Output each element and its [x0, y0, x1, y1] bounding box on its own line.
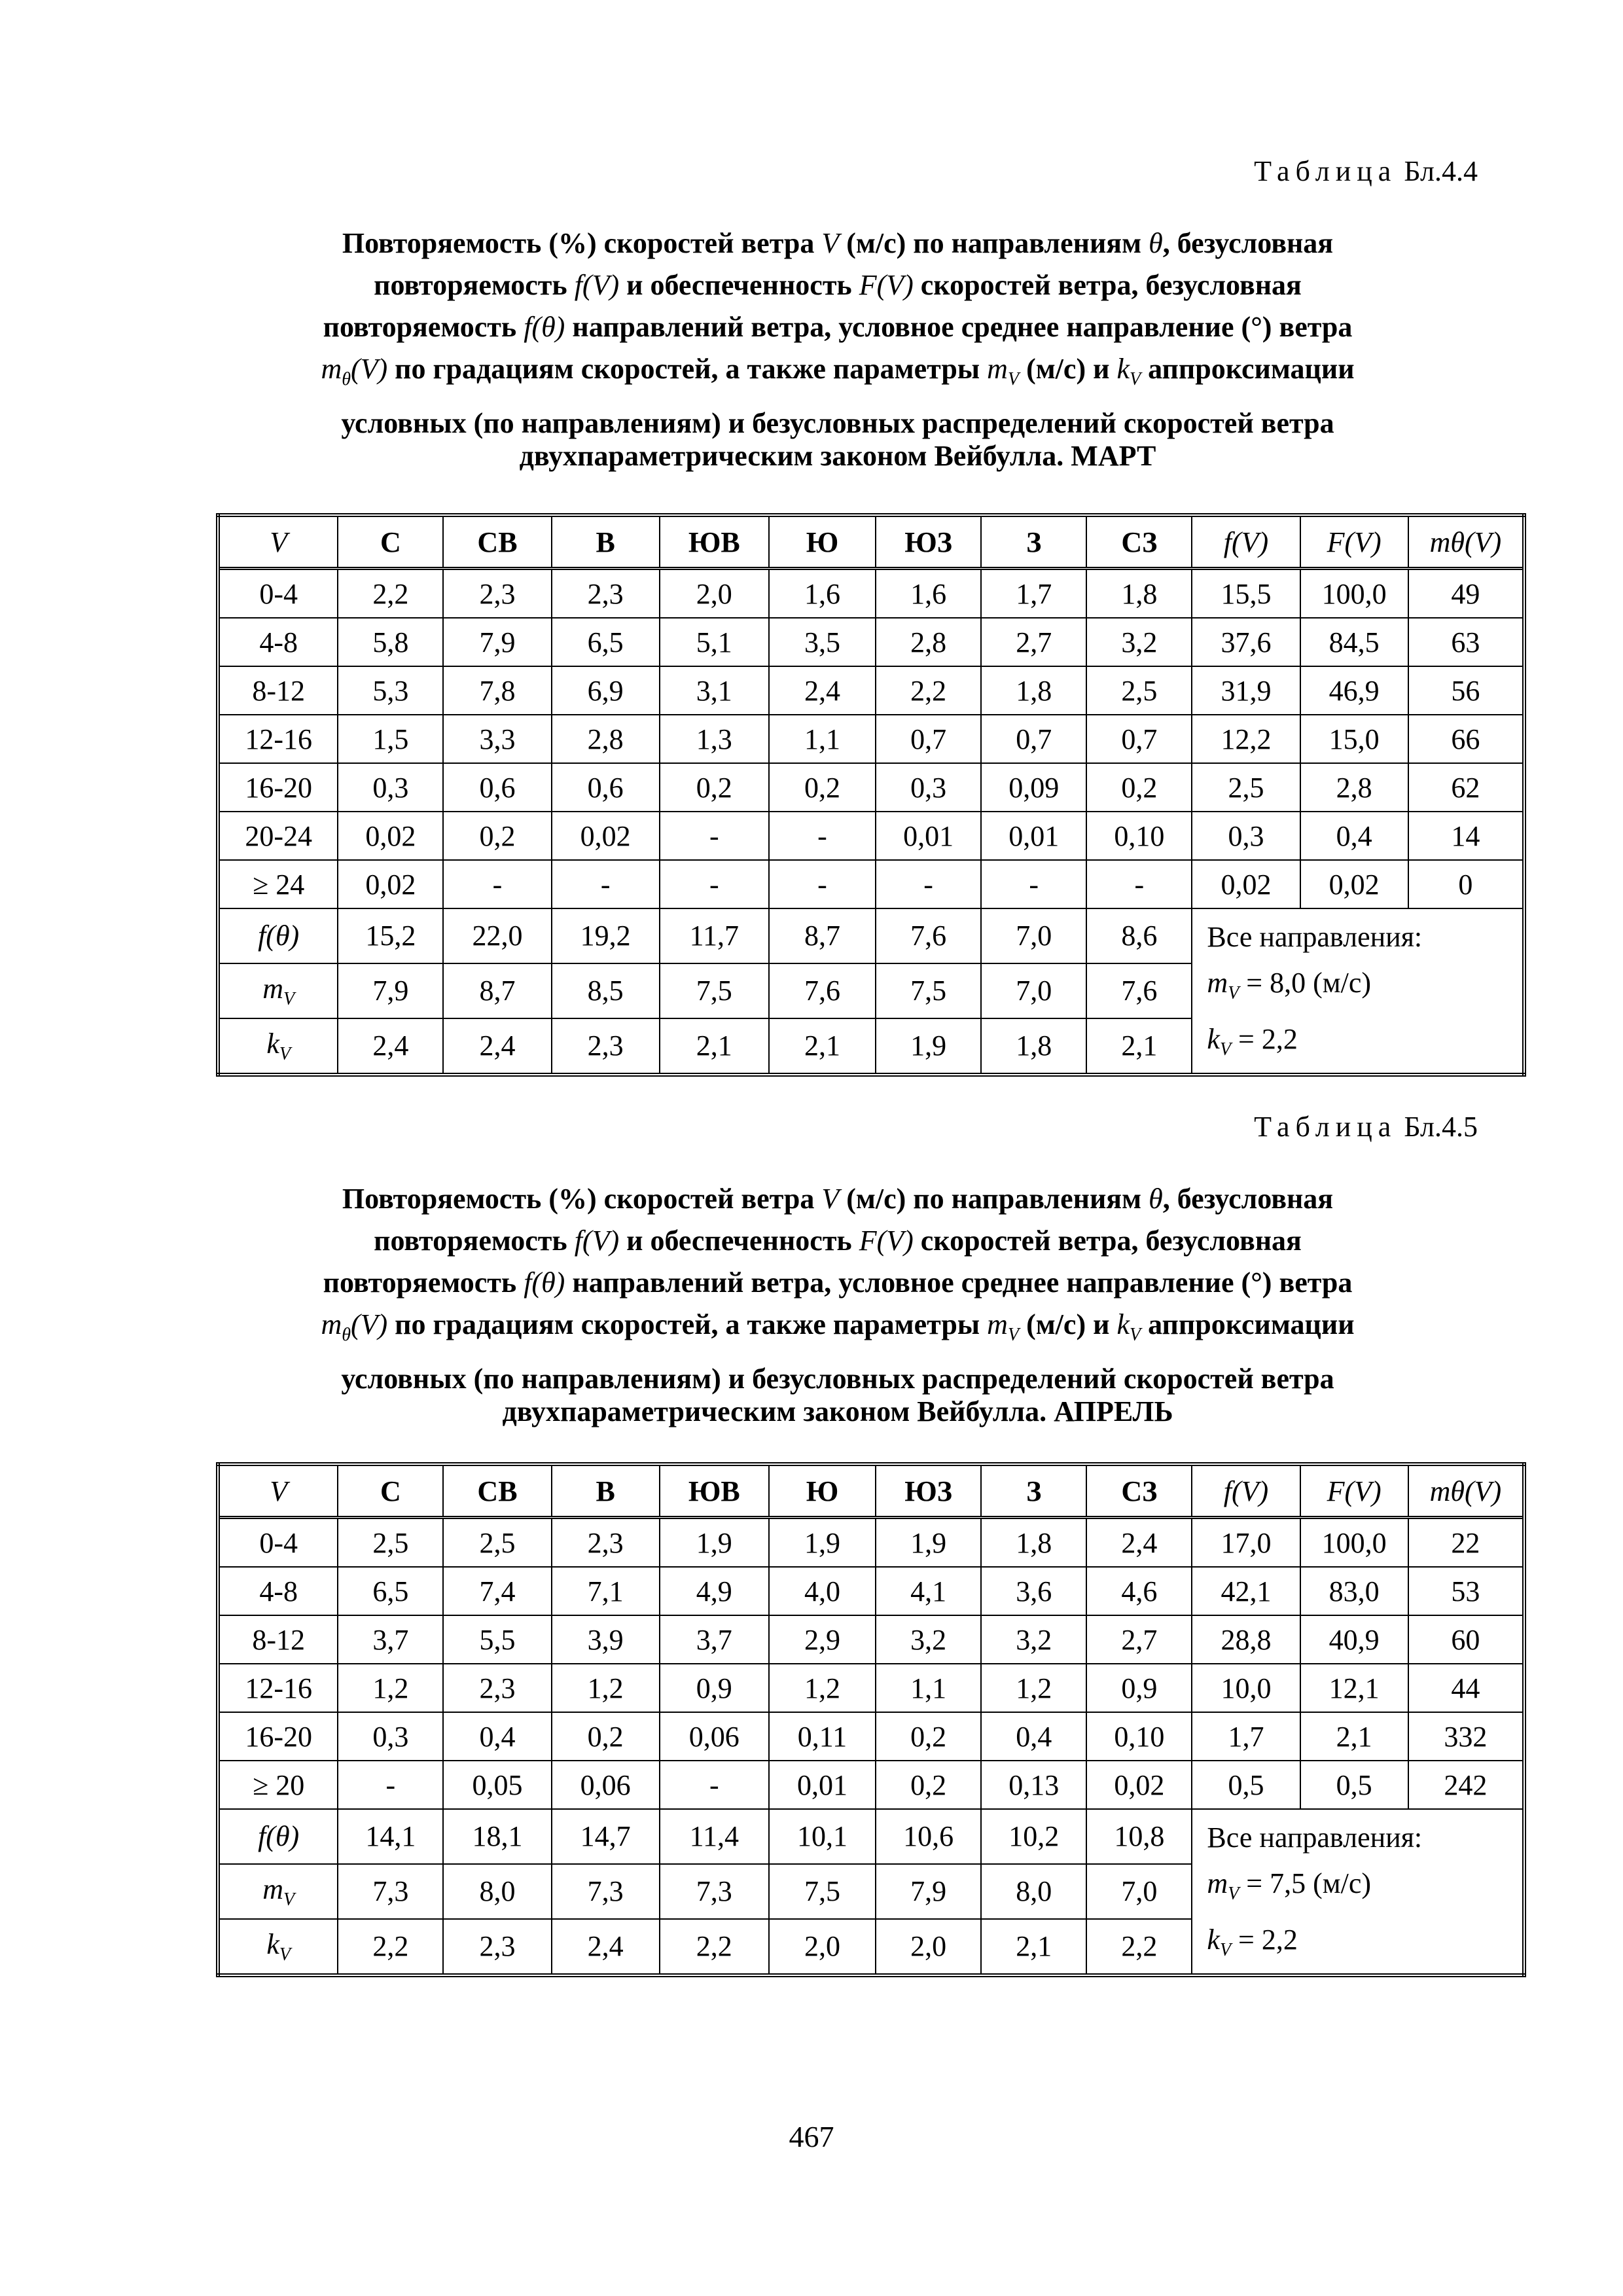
table-cell: 0,06 — [552, 1761, 660, 1809]
table-cell: 7,4 — [443, 1567, 551, 1615]
table-cell: 0,2 — [660, 763, 769, 812]
table-cell: 0,01 — [876, 812, 981, 860]
table-cell: 66 — [1408, 715, 1524, 763]
table-caption — [216, 223, 1459, 473]
footer-row — [218, 908, 1524, 963]
table-cell: 7,1 — [552, 1567, 660, 1615]
summary-mv: $m_V = 7,5$ (м/с) — [1207, 1867, 1372, 1904]
row-label: 12-16 — [218, 1664, 338, 1712]
table-label-prefix: Таблица — [1254, 155, 1397, 187]
table-cell: 53 — [1408, 1567, 1524, 1615]
table-cell: 1,9 — [876, 1518, 981, 1568]
table-cell: 2,4 — [338, 1018, 443, 1075]
table-cell: 2,1 — [769, 1018, 876, 1075]
table-cell: 22 — [1408, 1518, 1524, 1568]
table-cell: 28,8 — [1192, 1615, 1300, 1664]
table-cell: 0,2 — [769, 763, 876, 812]
table-cell: 84,5 — [1300, 618, 1408, 666]
row-label: 8-12 — [218, 1615, 338, 1664]
table-row — [218, 860, 1524, 908]
table-row — [218, 1615, 1524, 1664]
header-cell: F(V) — [1300, 515, 1408, 569]
table-cell: 8,7 — [443, 963, 551, 1018]
table-cell: 1,9 — [769, 1518, 876, 1568]
header-cell: СВ — [443, 515, 551, 569]
table-cell: 3,3 — [443, 715, 551, 763]
table-cell: 7,5 — [876, 963, 981, 1018]
table-cell: 15,5 — [1192, 569, 1300, 619]
table-cell: 0,6 — [552, 763, 660, 812]
header-cell: ЮЗ — [876, 1464, 981, 1518]
table-cell: 1,2 — [338, 1664, 443, 1712]
table-cell: 10,8 — [1086, 1809, 1192, 1864]
table-cell: 14,7 — [552, 1809, 660, 1864]
table-cell: 1,6 — [876, 569, 981, 619]
header-cell: Ю — [769, 1464, 876, 1518]
table-cell: - — [876, 860, 981, 908]
table-cell: 1,9 — [876, 1018, 981, 1075]
header-cell: Ю — [769, 515, 876, 569]
table-cell: 2,3 — [443, 1919, 551, 1975]
table-cell: 1,2 — [552, 1664, 660, 1712]
table-cell: 7,9 — [338, 963, 443, 1018]
caption-line: $m_\theta(V)$ по градациям скоростей, а также параметры $m_V$ (м/с) и $k_V$ аппроксимации — [321, 353, 1355, 389]
table-cell: 0,2 — [876, 1761, 981, 1809]
table-cell: 1,8 — [981, 1018, 1086, 1075]
row-label: ≥ 24 — [218, 860, 338, 908]
table-cell: 0,3 — [1192, 812, 1300, 860]
row-label: 12-16 — [218, 715, 338, 763]
table-cell: 19,2 — [552, 908, 660, 963]
table-cell: 0,4 — [1300, 812, 1408, 860]
header-cell: V — [218, 1464, 338, 1518]
table-cell: 8,0 — [981, 1864, 1086, 1919]
table-cell: 3,1 — [660, 666, 769, 715]
table-cell: 2,1 — [981, 1919, 1086, 1975]
table-cell: 83,0 — [1300, 1567, 1408, 1615]
header-cell: З — [981, 515, 1086, 569]
table-label-id: Бл.4.5 — [1404, 1111, 1478, 1143]
row-label: 0-4 — [218, 569, 338, 619]
table-cell: 10,2 — [981, 1809, 1086, 1864]
table-cell: 100,0 — [1300, 569, 1408, 619]
table-cell: 42,1 — [1192, 1567, 1300, 1615]
table-row — [218, 666, 1524, 715]
table-cell: 5,8 — [338, 618, 443, 666]
table-cell: 2,3 — [552, 1018, 660, 1075]
table-cell: 3,7 — [660, 1615, 769, 1664]
data-table — [216, 513, 1526, 1077]
table-cell: 2,5 — [338, 1518, 443, 1568]
table-cell: 3,2 — [876, 1615, 981, 1664]
table-cell: 2,4 — [769, 666, 876, 715]
table-cell: 11,7 — [660, 908, 769, 963]
table-row — [218, 1664, 1524, 1712]
summary-mv: $m_V = 8,0$ (м/с) — [1207, 967, 1372, 1003]
page-number: 467 — [789, 2120, 834, 2153]
table-cell: - — [552, 860, 660, 908]
header-cell: СЗ — [1086, 1464, 1192, 1518]
table-cell: 10,0 — [1192, 1664, 1300, 1712]
header-cell: mθ(V) — [1408, 1464, 1524, 1518]
row-label: 8-12 — [218, 666, 338, 715]
table-cell: 2,0 — [769, 1919, 876, 1975]
table-cell: - — [769, 812, 876, 860]
caption-line: повторяемость f(V) и обеспеченность F(V) скоростей ветра, безусловная — [374, 269, 1302, 301]
table-row — [218, 618, 1524, 666]
table-cell: 0,2 — [552, 1712, 660, 1761]
table-row — [218, 1761, 1524, 1809]
header-cell: mθ(V) — [1408, 515, 1524, 569]
table-cell: - — [769, 860, 876, 908]
table-cell: 1,6 — [769, 569, 876, 619]
table-cell: 0,02 — [1300, 860, 1408, 908]
summary-kv: $k_V = 2,2$ — [1207, 1022, 1298, 1060]
table-cell: 12,2 — [1192, 715, 1300, 763]
table-cell: 7,6 — [876, 908, 981, 963]
table-cell: 15,2 — [338, 908, 443, 963]
table-row — [218, 812, 1524, 860]
table-cell: 332 — [1408, 1712, 1524, 1761]
table-cell: 0,7 — [981, 715, 1086, 763]
table-cell: 2,7 — [1086, 1615, 1192, 1664]
summary-cell — [1192, 1809, 1524, 1975]
table-cell: 63 — [1408, 618, 1524, 666]
caption-line: Повторяемость (%) скоростей ветра V (м/с) по направлениям θ, безусловная — [342, 1183, 1334, 1215]
table-cell: 62 — [1408, 763, 1524, 812]
table-cell: 1,2 — [769, 1664, 876, 1712]
table-cell: 56 — [1408, 666, 1524, 715]
header-cell: F(V) — [1300, 1464, 1408, 1518]
table-cell: 7,6 — [769, 963, 876, 1018]
table-cell: 0 — [1408, 860, 1524, 908]
header-cell: f(V) — [1192, 1464, 1300, 1518]
table-row — [218, 1567, 1524, 1615]
table-label-id: Бл.4.4 — [1404, 155, 1478, 187]
caption-line: повторяемость f(θ) направлений ветра, условное среднее направление (°) ветра — [323, 1266, 1353, 1299]
table-cell: 0,02 — [552, 812, 660, 860]
table-cell: 6,5 — [338, 1567, 443, 1615]
table-cell: 0,3 — [876, 763, 981, 812]
table-cell: 7,8 — [443, 666, 551, 715]
table-cell: 242 — [1408, 1761, 1524, 1809]
header-row — [218, 515, 1524, 569]
table-cell: 0,4 — [443, 1712, 551, 1761]
row-label: 4-8 — [218, 1567, 338, 1615]
summary-kv: $k_V = 2,2$ — [1207, 1923, 1298, 1960]
table-label — [1254, 154, 1478, 188]
table-cell: 15,0 — [1300, 715, 1408, 763]
table-cell: 2,2 — [1086, 1919, 1192, 1975]
table-cell: 7,5 — [660, 963, 769, 1018]
header-cell: ЮЗ — [876, 515, 981, 569]
table-cell: 0,01 — [981, 812, 1086, 860]
caption-line: двухпараметрическим законом Вейбулла. МАРТ — [519, 439, 1156, 472]
table-cell: - — [660, 1761, 769, 1809]
header-row — [218, 1464, 1524, 1518]
table-cell: 0,6 — [443, 763, 551, 812]
header-cell: С — [338, 1464, 443, 1518]
caption-line: $m_\theta(V)$ по градациям скоростей, а также параметры $m_V$ (м/с) и $k_V$ аппроксимации — [321, 1308, 1355, 1345]
table-cell: 7,0 — [981, 908, 1086, 963]
table-cell: 0,11 — [769, 1712, 876, 1761]
table-cell: 10,1 — [769, 1809, 876, 1864]
summary-title: Все направления: — [1207, 921, 1423, 953]
table-cell: 5,3 — [338, 666, 443, 715]
table-cell: 7,0 — [1086, 1864, 1192, 1919]
table-cell: 40,9 — [1300, 1615, 1408, 1664]
table-cell: 1,7 — [981, 569, 1086, 619]
table-cell: - — [981, 860, 1086, 908]
table-cell: 44 — [1408, 1664, 1524, 1712]
table-cell: 4,1 — [876, 1567, 981, 1615]
table-cell: 2,4 — [1086, 1518, 1192, 1568]
table-cell: 8,7 — [769, 908, 876, 963]
table-cell: 6,5 — [552, 618, 660, 666]
row-label: 16-20 — [218, 763, 338, 812]
table-cell: 3,6 — [981, 1567, 1086, 1615]
table-cell: 0,02 — [1192, 860, 1300, 908]
table-cell: 0,2 — [1086, 763, 1192, 812]
footer-row — [218, 1809, 1524, 1864]
table-cell: 1,8 — [981, 1518, 1086, 1568]
caption-line: условных (по направлениям) и безусловных распределений скоростей ветра — [341, 1362, 1334, 1395]
row-label: ≥ 20 — [218, 1761, 338, 1809]
caption-line: повторяемость f(V) и обеспеченность F(V) скоростей ветра, безусловная — [374, 1225, 1302, 1257]
table-cell: 0,02 — [338, 860, 443, 908]
table-cell: 7,6 — [1086, 963, 1192, 1018]
table-cell: 6,9 — [552, 666, 660, 715]
caption-line: условных (по направлениям) и безусловных распределений скоростей ветра — [341, 406, 1334, 439]
row-label: f(θ) — [218, 1809, 338, 1864]
row-label: $m_V$ — [218, 1864, 338, 1919]
table-cell: 7,3 — [552, 1864, 660, 1919]
table-cell: 1,9 — [660, 1518, 769, 1568]
table-cell: 2,2 — [660, 1919, 769, 1975]
table-cell: 1,7 — [1192, 1712, 1300, 1761]
caption-line: Повторяемость (%) скоростей ветра V (м/с) по направлениям θ, безусловная — [342, 227, 1334, 259]
table-cell: 2,3 — [443, 569, 551, 619]
table-cell: 3,7 — [338, 1615, 443, 1664]
table-cell: 0,9 — [660, 1664, 769, 1712]
table-cell: 100,0 — [1300, 1518, 1408, 1568]
table-cell: 1,8 — [1086, 569, 1192, 619]
table-cell: 5,5 — [443, 1615, 551, 1664]
data-table — [216, 1462, 1526, 1977]
table-row — [218, 569, 1524, 619]
table-cell: 0,05 — [443, 1761, 551, 1809]
header-cell: СЗ — [1086, 515, 1192, 569]
table-cell: 3,2 — [981, 1615, 1086, 1664]
table-cell: 0,9 — [1086, 1664, 1192, 1712]
row-label: $m_V$ — [218, 963, 338, 1018]
table-cell: 60 — [1408, 1615, 1524, 1664]
table-cell: - — [443, 860, 551, 908]
table-cell: 1,8 — [981, 666, 1086, 715]
table-cell: 7,3 — [660, 1864, 769, 1919]
table-cell: 4,9 — [660, 1567, 769, 1615]
table-row — [218, 763, 1524, 812]
table-cell: 2,3 — [552, 1518, 660, 1568]
table-cell: 49 — [1408, 569, 1524, 619]
header-cell: V — [218, 515, 338, 569]
table-cell: 2,1 — [1086, 1018, 1192, 1075]
table-cell: - — [338, 1761, 443, 1809]
header-cell: f(V) — [1192, 515, 1300, 569]
table-cell: 5,1 — [660, 618, 769, 666]
table-cell: 11,4 — [660, 1809, 769, 1864]
table-cell: 2,2 — [338, 569, 443, 619]
table-cell: 7,9 — [876, 1864, 981, 1919]
table-cell: 14 — [1408, 812, 1524, 860]
table-cell: 14,1 — [338, 1809, 443, 1864]
table-cell: 2,1 — [660, 1018, 769, 1075]
table-cell: - — [660, 812, 769, 860]
table-cell: 7,3 — [338, 1864, 443, 1919]
row-label: $k_V$ — [218, 1018, 338, 1075]
table-cell: 1,5 — [338, 715, 443, 763]
table-cell: 22,0 — [443, 908, 551, 963]
table-cell: 2,4 — [443, 1018, 551, 1075]
table-cell: 0,01 — [769, 1761, 876, 1809]
table-cell: 0,2 — [443, 812, 551, 860]
table-cell: 10,6 — [876, 1809, 981, 1864]
row-label: f(θ) — [218, 908, 338, 963]
table-label — [1254, 1110, 1478, 1143]
table-cell: 0,09 — [981, 763, 1086, 812]
table-cell: 2,4 — [552, 1919, 660, 1975]
table-row — [218, 1518, 1524, 1568]
table-cell: 0,13 — [981, 1761, 1086, 1809]
table-label-prefix: Таблица — [1254, 1111, 1397, 1143]
table-cell: 0,10 — [1086, 812, 1192, 860]
table-cell: 1,1 — [876, 1664, 981, 1712]
table-cell: 2,3 — [552, 569, 660, 619]
table-cell: 0,5 — [1192, 1761, 1300, 1809]
table-cell: 17,0 — [1192, 1518, 1300, 1568]
header-cell: СВ — [443, 1464, 551, 1518]
table-cell: - — [660, 860, 769, 908]
table-cell: - — [1086, 860, 1192, 908]
row-label: 20-24 — [218, 812, 338, 860]
table-cell: 7,9 — [443, 618, 551, 666]
table-cell: 2,1 — [1300, 1712, 1408, 1761]
table-cell: 0,2 — [876, 1712, 981, 1761]
table-cell: 2,5 — [443, 1518, 551, 1568]
table-row — [218, 1712, 1524, 1761]
table-cell: 2,5 — [1192, 763, 1300, 812]
table-cell: 0,02 — [1086, 1761, 1192, 1809]
table-cell: 3,2 — [1086, 618, 1192, 666]
table-cell: 1,1 — [769, 715, 876, 763]
row-label: 4-8 — [218, 618, 338, 666]
table-cell: 8,0 — [443, 1864, 551, 1919]
table-cell: 8,6 — [1086, 908, 1192, 963]
header-cell: З — [981, 1464, 1086, 1518]
header-cell: В — [552, 1464, 660, 1518]
table-cell: 7,5 — [769, 1864, 876, 1919]
row-label: $k_V$ — [218, 1919, 338, 1975]
table-cell: 12,1 — [1300, 1664, 1408, 1712]
table-cell: 0,4 — [981, 1712, 1086, 1761]
table-row — [218, 715, 1524, 763]
table-cell: 3,5 — [769, 618, 876, 666]
summary-title: Все направления: — [1207, 1821, 1423, 1854]
table-cell: 2,8 — [876, 618, 981, 666]
table-cell: 37,6 — [1192, 618, 1300, 666]
header-cell: В — [552, 515, 660, 569]
table-cell: 0,3 — [338, 763, 443, 812]
table-cell: 0,7 — [876, 715, 981, 763]
table-cell: 46,9 — [1300, 666, 1408, 715]
table-cell: 0,5 — [1300, 1761, 1408, 1809]
table-cell: 0,10 — [1086, 1712, 1192, 1761]
table-cell: 4,0 — [769, 1567, 876, 1615]
table-cell: 0,06 — [660, 1712, 769, 1761]
caption-line: двухпараметрическим законом Вейбулла. АПРЕЛЬ — [502, 1395, 1173, 1427]
table-cell: 2,0 — [876, 1919, 981, 1975]
row-label: 16-20 — [218, 1712, 338, 1761]
table-cell: 7,0 — [981, 963, 1086, 1018]
table-cell: 1,2 — [981, 1664, 1086, 1712]
table-cell: 3,9 — [552, 1615, 660, 1664]
table-cell: 2,9 — [769, 1615, 876, 1664]
table-cell: 2,7 — [981, 618, 1086, 666]
table-cell: 2,3 — [443, 1664, 551, 1712]
table-cell: 4,6 — [1086, 1567, 1192, 1615]
table-cell: 0,02 — [338, 812, 443, 860]
row-label: 0-4 — [218, 1518, 338, 1568]
table-caption — [216, 1178, 1459, 1428]
table-cell: 2,8 — [1300, 763, 1408, 812]
table-cell: 2,5 — [1086, 666, 1192, 715]
table-cell: 2,2 — [338, 1919, 443, 1975]
table-cell: 0,7 — [1086, 715, 1192, 763]
table-cell: 2,2 — [876, 666, 981, 715]
table-cell: 18,1 — [443, 1809, 551, 1864]
table-cell: 1,3 — [660, 715, 769, 763]
header-cell: С — [338, 515, 443, 569]
table-cell: 0,3 — [338, 1712, 443, 1761]
table-cell: 31,9 — [1192, 666, 1300, 715]
table-cell: 2,8 — [552, 715, 660, 763]
summary-cell — [1192, 908, 1524, 1075]
table-cell: 2,0 — [660, 569, 769, 619]
caption-line: повторяемость f(θ) направлений ветра, условное среднее направление (°) ветра — [323, 311, 1353, 343]
header-cell: ЮВ — [660, 1464, 769, 1518]
table-cell: 8,5 — [552, 963, 660, 1018]
header-cell: ЮВ — [660, 515, 769, 569]
